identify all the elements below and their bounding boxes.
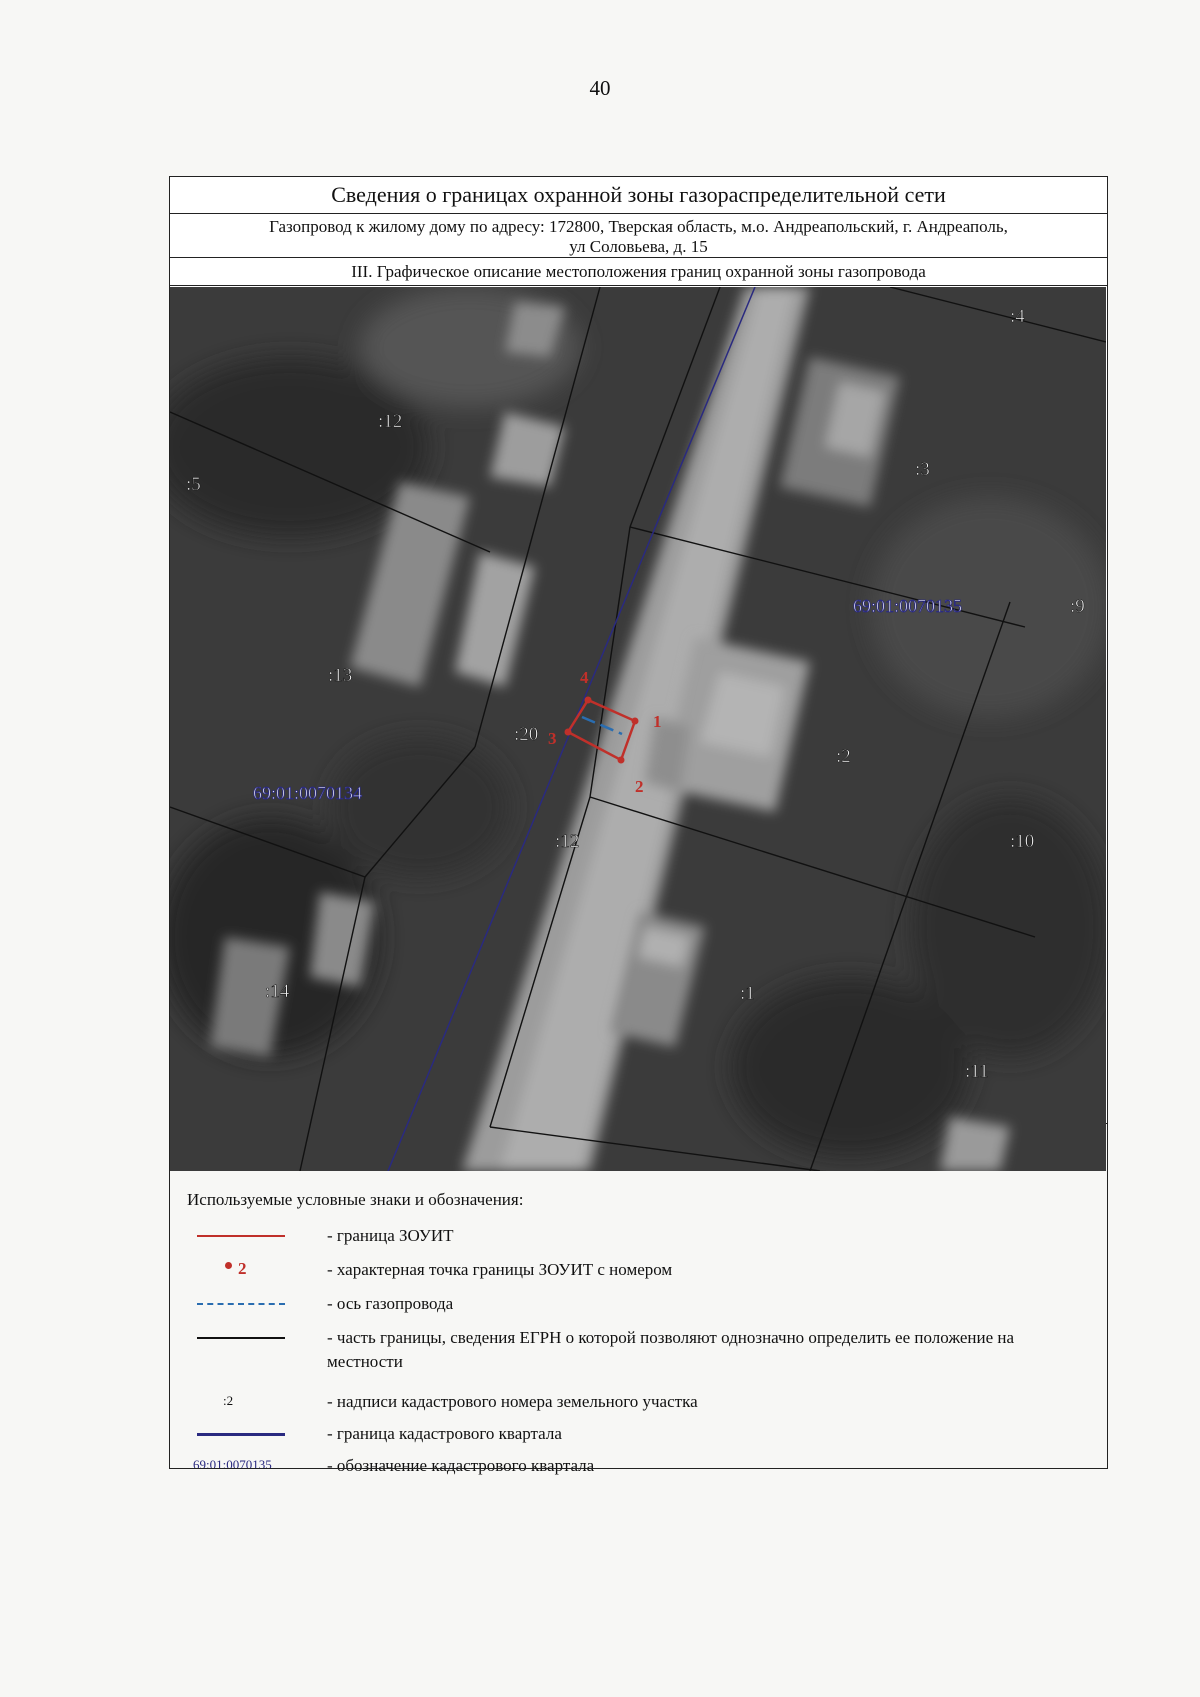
parcel-label-10: :10 — [1010, 831, 1035, 852]
parcel-label-14: :14 — [265, 981, 290, 1002]
point-label-1: 1 — [653, 712, 662, 731]
boundary-point-1 — [632, 718, 639, 725]
parcel-label-1: :1 — [740, 983, 755, 1004]
legend-frame — [169, 1124, 1108, 1469]
parcel-label-13: :13 — [328, 665, 353, 686]
section-title: III. Графическое описание местоположения границ охранной зоны газопровода — [170, 258, 1107, 286]
point-label-2: 2 — [635, 777, 644, 796]
map-canvas — [170, 287, 1106, 1171]
legend-text: - характерная точка границы ЗОУИТ с номером — [327, 1260, 673, 1279]
map-sheet — [169, 176, 1108, 1124]
parcel-label-2: :2 — [836, 746, 851, 767]
parcel-label-3: :3 — [915, 459, 930, 480]
legend-text: - часть границы, сведения ЕГРН о которой позволяют однозначно определить ее положение на местности — [327, 1328, 1015, 1371]
parcel-label-11: :11 — [965, 1061, 989, 1082]
object-line-2: ул Соловьева, д. 15 — [569, 237, 708, 256]
parcel-label-12-north: :12 — [378, 411, 403, 432]
parcel-label-5: :5 — [186, 474, 201, 495]
legend-text: - обозначение кадастрового квартала — [327, 1456, 595, 1475]
boundary-point-2 — [618, 757, 625, 764]
point-sample: 2 — [238, 1259, 247, 1278]
quarter-label-0070135: 69:01:0070135 — [853, 596, 963, 616]
legend-text: - надписи кадастрового номера земельного участка — [327, 1392, 698, 1411]
sheet-title: Сведения о границах охранной зоны газораспределительной сети — [170, 177, 1107, 214]
parcel-label-9: :9 — [1070, 596, 1085, 617]
legend-text: - граница кадастрового квартала — [327, 1424, 562, 1443]
legend-text: - граница ЗОУИТ — [327, 1226, 454, 1245]
point-label-4: 4 — [580, 668, 589, 687]
parcel-label-20: :20 — [514, 724, 539, 745]
legend-heading: Используемые условные знаки и обозначения: — [187, 1190, 524, 1209]
point-label-3: 3 — [548, 729, 557, 748]
object-description — [170, 214, 1107, 258]
parcel-label-12-south: :12 — [555, 831, 580, 852]
quarter-number-sample: 69:01:0070135 — [193, 1457, 272, 1472]
quarter-label-0070134: 69:01:0070134 — [253, 783, 363, 803]
parcel-number-sample: :2 — [223, 1393, 234, 1408]
page-number: 40 — [589, 76, 611, 100]
parcel-label-4: :4 — [1010, 306, 1025, 327]
boundary-point-4 — [585, 697, 592, 704]
object-line-1: Газопровод к жилому дому по адресу: 172800, Тверская область, м.о. Андреапольский, г. Андреаполь, — [269, 217, 1008, 236]
aerial-map — [170, 287, 1106, 1171]
legend-text: - ось газопровода — [327, 1294, 454, 1313]
boundary-point-3 — [565, 729, 572, 736]
